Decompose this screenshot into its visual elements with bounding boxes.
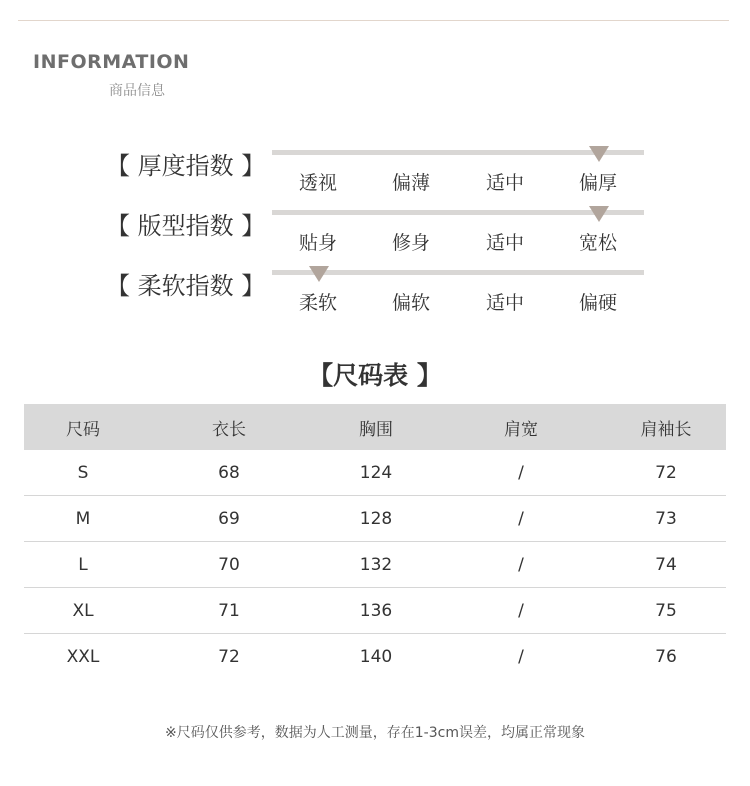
index-option: 偏硬 — [578, 292, 618, 314]
index-option: 透视 — [298, 172, 338, 194]
index-option: 偏薄 — [391, 172, 431, 194]
cell-size: S — [24, 450, 142, 496]
index-level-marker — [589, 206, 609, 222]
index-option: 柔软 — [298, 292, 338, 314]
cell-chest: 136 — [316, 588, 436, 634]
index-label: 【 版型指数 】 — [106, 212, 266, 240]
index-option: 偏厚 — [578, 172, 618, 194]
index-option: 适中 — [485, 172, 525, 194]
cell-sleeve: 76 — [655, 646, 677, 667]
table-row — [24, 496, 726, 542]
cell-shoulder: / — [436, 542, 606, 588]
cell-size: XXL — [66, 646, 100, 667]
size-note: ※尺码仅供参考，数据为人工测量，存在1-3cm误差，均属正常现象 — [165, 725, 585, 741]
table-row — [24, 634, 726, 680]
index-level-marker — [309, 266, 329, 282]
index-scale-bar — [272, 150, 644, 155]
cell-length: 68 — [142, 450, 316, 496]
cell-size: XL — [24, 588, 142, 634]
cell-chest: 132 — [316, 542, 436, 588]
table-row — [24, 588, 726, 634]
col-header-length: 衣长 — [142, 404, 316, 450]
size-table-header-row — [24, 404, 726, 450]
index-option: 适中 — [485, 232, 525, 254]
cell-shoulder: / — [436, 588, 606, 634]
cell-length: 69 — [142, 496, 316, 542]
size-table — [24, 404, 726, 679]
index-option: 宽松 — [578, 232, 618, 254]
top-divider — [18, 20, 729, 21]
index-scale-bar — [272, 210, 644, 215]
index-row — [0, 206, 750, 266]
cell-shoulder: / — [518, 646, 524, 667]
cell-sleeve: 73 — [606, 496, 726, 542]
cell-length: 72 — [218, 646, 240, 667]
col-header-chest: 胸围 — [316, 404, 436, 450]
cell-length: 70 — [142, 542, 316, 588]
index-label: 【 厚度指数 】 — [106, 152, 266, 180]
cell-sleeve: 75 — [606, 588, 726, 634]
index-row — [0, 146, 750, 206]
size-table-title: 【尺码表 】 — [308, 361, 442, 390]
table-row — [24, 450, 726, 496]
index-row — [0, 266, 750, 326]
cell-sleeve: 74 — [606, 542, 726, 588]
index-option: 适中 — [485, 292, 525, 314]
cell-size: M — [24, 496, 142, 542]
index-option: 偏软 — [391, 292, 431, 314]
index-label: 【 柔软指数 】 — [106, 272, 266, 300]
col-header-sleeve: 肩袖长 — [606, 404, 726, 450]
cell-shoulder: / — [436, 450, 606, 496]
cell-chest: 124 — [316, 450, 436, 496]
cell-sleeve: 72 — [606, 450, 726, 496]
cell-size: L — [24, 542, 142, 588]
cell-chest: 128 — [316, 496, 436, 542]
index-option: 贴身 — [298, 232, 338, 254]
col-header-shoulder: 肩宽 — [436, 404, 606, 450]
info-subtitle: 商品信息 — [109, 83, 165, 99]
cell-chest: 140 — [359, 646, 393, 667]
index-option: 修身 — [391, 232, 431, 254]
col-header-size: 尺码 — [24, 404, 142, 450]
cell-shoulder: / — [436, 496, 606, 542]
cell-length: 71 — [142, 588, 316, 634]
table-row — [24, 542, 726, 588]
index-level-marker — [589, 146, 609, 162]
info-title: INFORMATION — [33, 51, 190, 73]
